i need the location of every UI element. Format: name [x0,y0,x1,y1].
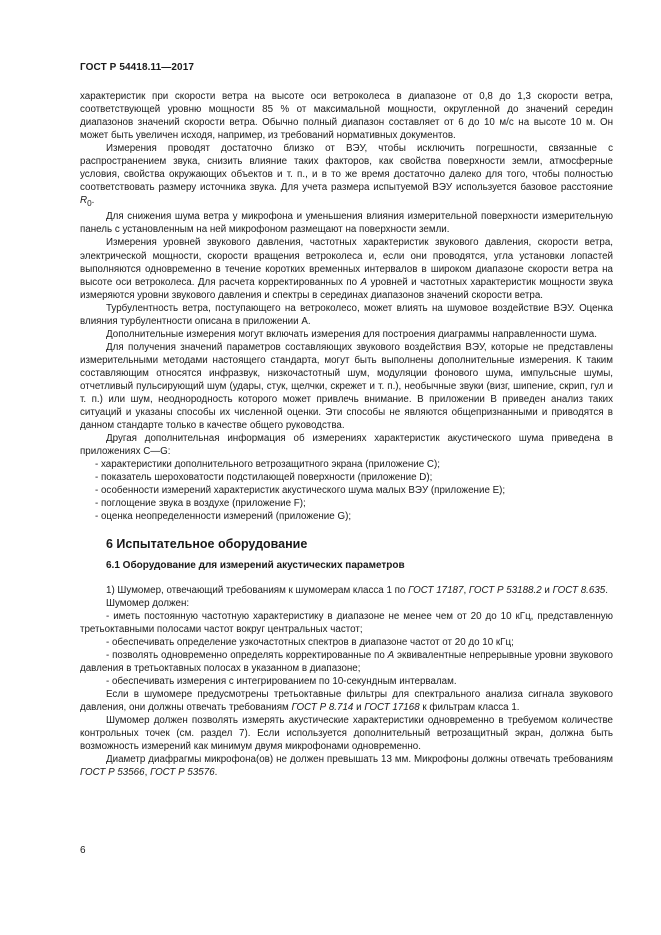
paragraph-diaphragm: Диаметр диафрагмы микрофона(ов) не должен превышать 13 мм. Микрофоны должны отвечать требованиям ГОСТ Р 53566, ГОСТ Р 53576. [80,754,613,779]
list-item: - обеспечивать измерения с интегрированием по 10-секундным интервалам. [106,675,457,687]
standard-ref: ГОСТ Р 53566 [80,767,145,779]
symbol-r-subscript: 0 [87,199,92,209]
list-item: - оценка неопределенности измерений (приложение G); [95,511,352,523]
subsection-heading: 6.1 Оборудование для измерений акустических параметров [106,559,405,571]
list-item: - поглощение звука в воздухе (приложение F); [95,498,306,510]
list-item: - позволять одновременно определять корректированные по А эквивалентные непрерывные уровни звукового давления в третьоктавных полосах в указанном в диапазоне; [80,649,613,674]
list-item: - показатель шероховатости подстилающей поверхности (приложение D); [95,472,433,484]
list-item: - обеспечивать определение узкочастотных спектров в диапазоне частот от 20 до 10 кГц; [106,636,514,648]
paragraph-item-1: 1) Шумомер, отвечающий требованиям к шумомерам класса 1 по ГОСТ 17187, ГОСТ Р 53188.2 и ГОСТ 8.635. [106,584,608,596]
paragraph-directivity: Дополнительные измерения могут включать измерения для построения диаграммы направленности шума. [106,328,597,340]
paragraph-shumomer-label: Шумомер должен: [106,597,190,609]
document-header: ГОСТ Р 54418.11—2017 [80,62,195,73]
paragraph-microphones: Шумомер должен позволять измерять акустические характеристики одновременно в требуемом количестве контрольных точек (см. раздел 7). Если используется дополнительный ветрозащитный экран, должна быть возможность измерений как минимум двумя микрофонами одновременно. [80,715,613,753]
symbol-r: R [80,195,88,207]
standard-ref: ГОСТ 8.635 [552,584,606,596]
paragraph-turbulence: Турбулентность ветра, поступающего на ветроколесо, может влиять на шумовое воздействие ВЭУ. Оценка влияния турбулентности описана в приложении А. [80,302,613,327]
paragraph-additional-measurements: Для получения значений параметров составляющих звукового воздействия ВЭУ, которые не представлены измерительными методами настоящего стандарта, могут быть выполнены дополнительные измерения. К таким составляющим относятся инфразвук, низкочастотный шум, модуляции фонового шума, импульсные шумы, отчетливый пульсирующий шум (удары, стук, щелчки, скрежет и т. п.), необычные звуки (визг, шипение, скрип, гул и т. п.) или шум, неоднородность которого может привлечь внимание. В приложении В приведен анализ таких ситуаций и указаны способы их численной оценки. Эти способы не являются общепризнанными и приводятся в данном стандарте только в качестве общего руководства. [80,341,613,432]
document-body [80,90,613,779]
standard-ref: ГОСТ Р 53188.2 [468,584,542,596]
list-item: - особенности измерений характеристик акустического шума малых ВЭУ (приложение Е); [95,485,506,497]
list-item: - иметь постоянную частотную характеристику в диапазоне не менее чем от 20 до 10 кГц, представленную третьоктавными полосами частот вокруг центральных частот; [80,610,613,635]
paragraph-wind-noise: Для снижения шума ветра у микрофона и уменьшения влияния измерительной поверхности измерительную панель с установленным на ней микрофоном размещают на поверхности земли. [80,211,613,236]
standard-ref: ГОСТ Р 53576 [150,767,215,779]
section-heading: 6 Испытательное оборудование [106,536,308,551]
page-number: 6 [80,845,86,856]
list-item: - характеристики дополнительного ветрозащитного экрана (приложение С); [95,459,440,471]
paragraph-filters: Если в шумомере предусмотрены третьоктавные фильтры для спектрального анализа сигнала звукового давления, они должны отвечать требованиям ГОСТ Р 8.714 и ГОСТ 17168 к фильтрам класса 1. [80,688,613,714]
paragraph-simultaneous-measurements: Измерения уровней звукового давления, частотных характеристик звукового давления, скорости ветра, электрической мощности, скорости вращения ветроколеса и, если они проводятся, угла установки лопастей выполняются одновременно в течение коротких временных интервалов в широком диапазоне скорости ветра на высоте оси ветроколеса. Для расчета корректированных по А уровней и частотных характеристик мощности звука измеряются уровни звукового давления и спектры в серединах диапазонов значений скорости ветра. [80,237,613,301]
standard-ref: ГОСТ 17187 [408,584,464,596]
paragraph-continuation: характеристик при скорости ветра на высоте оси ветроколеса в диапазоне от 0,8 до 1,3 скорости ветра, соответствующей уровню мощности 85 % от максимальной мощности, округленной до значений середин диапазонов значений скорости ветра. Обычно полный диапазон составляет от 6 до 10 м/с на высоте 10 м. Он может быть увеличен исходя, например, из требований нормативных документов. [80,91,613,142]
standard-ref: ГОСТ Р 8.714 [291,702,354,714]
paragraph-measurement-distance: Измерения проводят достаточно близко от ВЭУ, чтобы исключить погрешности, связанные с распространением звука, снизить влияние таких факторов, как свойства поверхности земли, атмосферные условия, свойства окружающих объектов и т. п., и в то же время достаточно далеко для того, чтобы полностью соответствовать размеру источника звука. Для учета размера испытуемой ВЭУ используется базовое расстояние $R_0$. [80,143,613,209]
paragraph-appendix-intro: Другая дополнительная информация об измерениях характеристик акустического шума приведена в приложениях С—G: [80,433,613,458]
standard-ref: ГОСТ 17168 [364,702,420,714]
